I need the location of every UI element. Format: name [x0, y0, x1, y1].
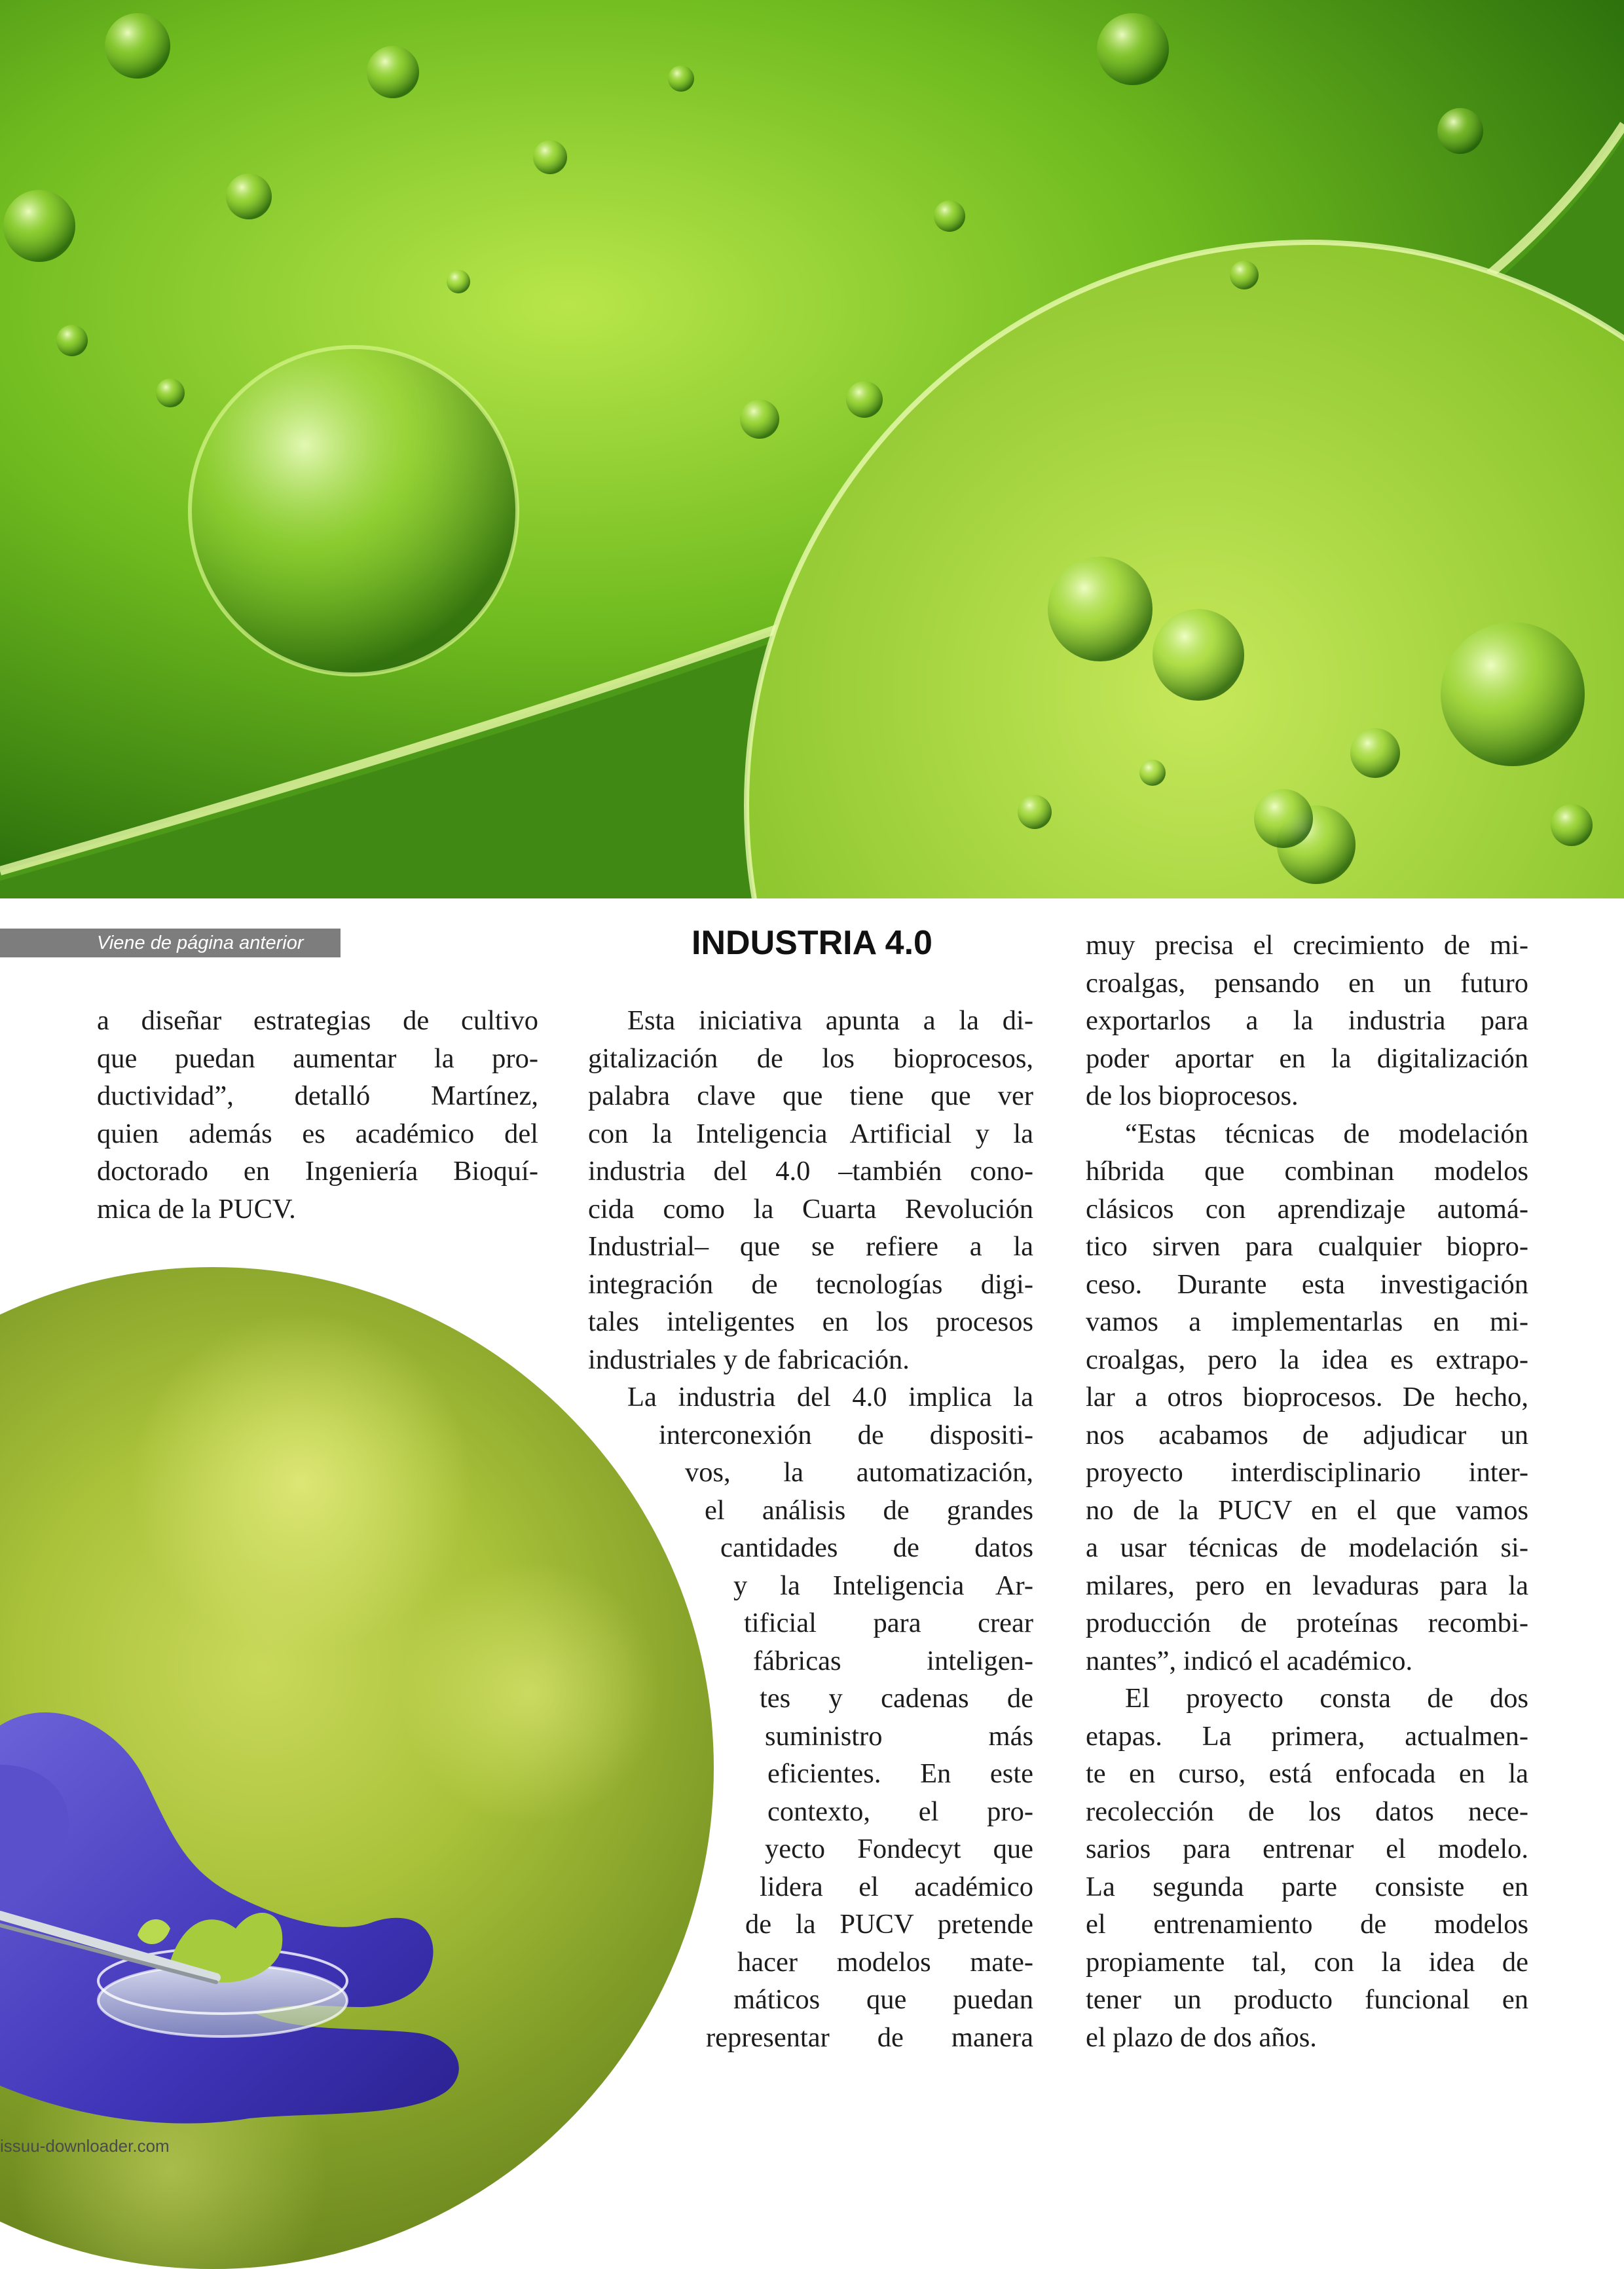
text-line: hacer modelos mate-	[737, 1946, 1033, 1978]
text-line: industriales y de fabricación.	[588, 1344, 910, 1375]
text-line: integración de tecnologías digi-	[588, 1268, 1033, 1300]
text-line: yecto Fondecyt que	[765, 1834, 1033, 1864]
text-line: gitalización de los bioprocesos,	[588, 1042, 1033, 1074]
text-line: cantidades de datos	[720, 1532, 1033, 1563]
text-line: etapas. La primera, actualmen-	[1086, 1720, 1528, 1752]
text-line: de los bioprocesos.	[1086, 1080, 1299, 1111]
text-line: nantes”, indicó el académico.	[1086, 1645, 1413, 1676]
text-line: el análisis de grandes	[705, 1494, 1033, 1526]
text-line: híbrida que combinan modelos	[1086, 1156, 1528, 1187]
text-line: Esta iniciativa apunta a la di-	[627, 1005, 1033, 1036]
text-line: proyecto interdisciplinario inter-	[1086, 1457, 1528, 1488]
text-line: el entrenamiento de modelos	[1086, 1909, 1528, 1940]
text-line: que puedan aumentar la pro-	[97, 1042, 538, 1074]
text-line: tificial para crear	[744, 1608, 1033, 1638]
hero-photo-green-bubbles	[0, 0, 1624, 898]
text-line: doctorado en Ingeniería Bioquí-	[97, 1156, 538, 1187]
text-line: representar de manera	[706, 2021, 1033, 2053]
text-line: ductividad”, detalló Martínez,	[97, 1080, 538, 1111]
continuation-tag: Viene de página anterior	[0, 929, 341, 957]
text-line: tico sirven para cualquier biopro-	[1086, 1231, 1528, 1262]
text-line: cida como la Cuarta Revolución	[588, 1193, 1033, 1225]
text-line: exportarlos a la industria para	[1086, 1005, 1528, 1036]
text-line: sarios para entrenar el modelo.	[1086, 1834, 1528, 1864]
text-line: y la Inteligencia Ar-	[733, 1570, 1033, 1601]
text-line: croalgas, pensando en un futuro	[1086, 967, 1528, 999]
text-line: el plazo de dos años.	[1086, 2021, 1317, 2053]
text-line: a usar técnicas de modelación si-	[1086, 1532, 1528, 1563]
text-line: croalgas, pero la idea es extrapo-	[1086, 1344, 1528, 1375]
text-line: quien además es académico del	[97, 1118, 538, 1149]
text-line: lar a otros bioprocesos. De hecho,	[1086, 1382, 1528, 1412]
text-line: fábricas inteligen-	[753, 1645, 1033, 1676]
section-title: INDUSTRIA 4.0	[692, 924, 932, 962]
text-line: tales inteligentes en los procesos	[588, 1306, 1033, 1337]
text-line: no de la PUCV en el que vamos	[1086, 1494, 1528, 1526]
text-line: tes y cadenas de	[760, 1683, 1033, 1714]
text-line: La industria del 4.0 implica la	[627, 1382, 1033, 1412]
watermark: issuu-downloader.com	[0, 2136, 170, 2156]
text-line: palabra clave que tiene que ver	[588, 1080, 1033, 1111]
text-line: producción de proteínas recombi-	[1086, 1608, 1528, 1638]
text-line: poder aportar en la digitalización	[1086, 1042, 1528, 1074]
text-line: contexto, el pro-	[767, 1796, 1033, 1827]
text-column-3	[1086, 927, 1528, 2056]
text-line: muy precisa el crecimiento de mi-	[1086, 930, 1528, 961]
text-column-1	[97, 1002, 538, 1228]
text-line: a diseñar estrategias de cultivo	[97, 1005, 538, 1036]
text-line: suministro más	[765, 1720, 1033, 1752]
text-line: El proyecto consta de dos	[1125, 1683, 1528, 1714]
text-line: propiamente tal, con la idea de	[1086, 1946, 1528, 1978]
text-line: recolección de los datos nece-	[1086, 1796, 1528, 1827]
text-line: con la Inteligencia Artificial y la	[588, 1118, 1033, 1149]
text-line: milares, pero en levaduras para la	[1086, 1570, 1528, 1601]
text-line: vos, la automatización,	[685, 1457, 1033, 1488]
text-line: nos acabamos de adjudicar un	[1086, 1419, 1528, 1450]
text-line: interconexión de dispositi-	[659, 1419, 1033, 1450]
text-column-2	[588, 1002, 1033, 2056]
text-line: clásicos con aprendizaje automá-	[1086, 1193, 1528, 1225]
text-line: te en curso, está enfocada en la	[1086, 1758, 1528, 1789]
text-line: ceso. Durante esta investigación	[1086, 1268, 1528, 1300]
text-line: de la PUCV pretende	[745, 1909, 1033, 1940]
text-line: vamos a implementarlas en mi-	[1086, 1306, 1528, 1337]
text-line: Industrial– que se refiere a la	[588, 1231, 1033, 1262]
text-line: mica de la PUCV.	[97, 1193, 296, 1225]
text-line: industria del 4.0 –también cono-	[588, 1156, 1033, 1187]
text-line: “Estas técnicas de modelación	[1125, 1118, 1528, 1149]
text-line: lidera el académico	[760, 1871, 1033, 1902]
text-line: eficientes. En este	[767, 1758, 1033, 1789]
text-line: La segunda parte consiste en	[1086, 1871, 1528, 1902]
text-line: máticos que puedan	[733, 1984, 1033, 2015]
text-line: tener un producto funcional en	[1086, 1984, 1528, 2015]
